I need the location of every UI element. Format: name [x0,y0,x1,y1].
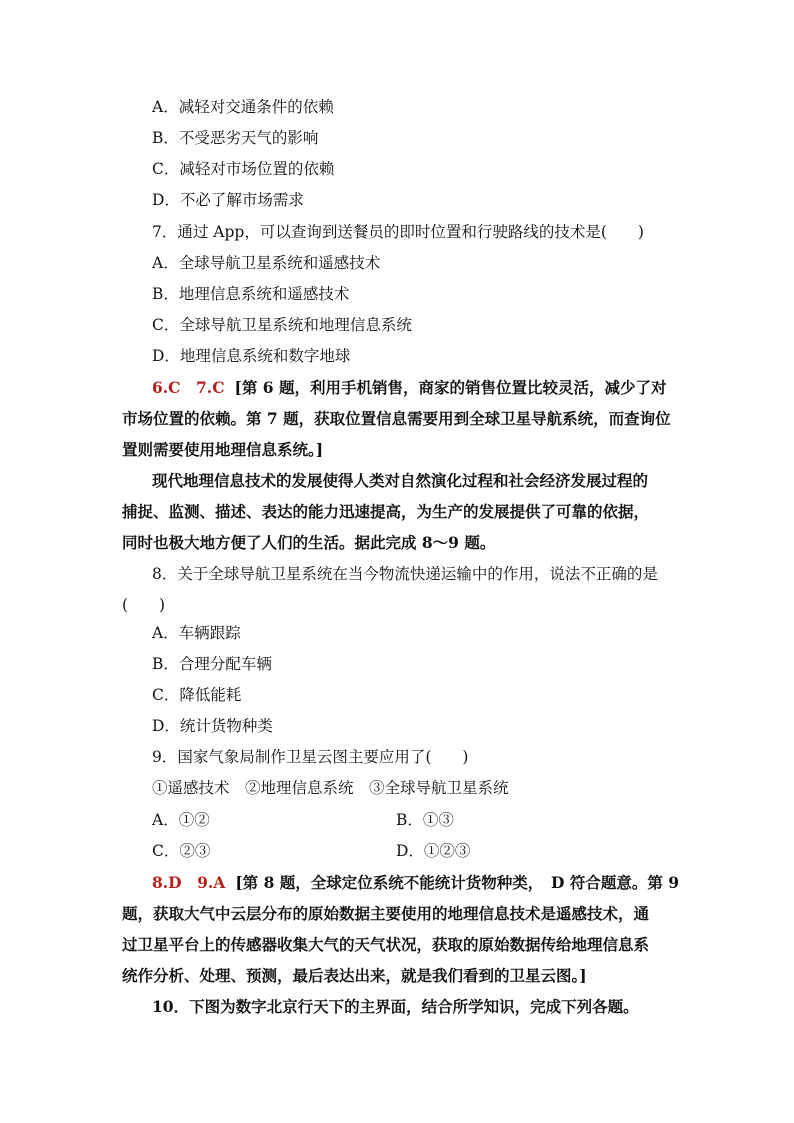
answer-6-7-text-1: [第 6 题，利用手机销售，商家的销售位置比较灵活，减少了对 [234,378,667,397]
q9-option-b: B．①③ [396,811,454,829]
q8-stem-bracket: ( ) [122,596,166,614]
q9-option-c: C．②③ [152,842,211,860]
q8-option-c: C．降低能耗 [152,686,242,704]
q7-option-c: C．全球导航卫星系统和地理信息系统 [152,316,412,334]
q9-stem: 9．国家气象局制作卫星云图主要应用了( ) [152,748,469,766]
answer-8-9-text-3: 过卫星平台上的传感器收集大气的天气状况，获取的原始数据传给地理信息系 [122,935,650,954]
intro-text-1: 现代地理信息技术的发展使得人类对自然演化过程和社会经济发展过程的 [152,471,649,490]
answer-8-9-label: 8.D 9.A [152,873,226,892]
q8-option-b: B．合理分配车辆 [152,655,272,673]
answer-6-7-label: 6.C 7.C [152,378,225,397]
q8-option-a: A．车辆跟踪 [152,624,241,642]
q6-option-a: A．减轻对交通条件的依赖 [152,98,334,116]
q8-option-d: D．统计货物种类 [152,717,273,735]
intro-text-2: 捕捉、监测、描述、表达的能力迅速提高，为生产的发展提供了可靠的依据， [122,502,650,521]
q8-stem: 8．关于全球导航卫星系统在当今物流快递运输中的作用，说法不正确的是 [152,565,658,583]
q9-option-a: A．①② [152,811,210,829]
answer-8-9-first-line [152,873,679,893]
answer-8-9-text-2: 题，获取大气中云层分布的原始数据主要使用的地理信息技术是遥感技术，通 [122,904,650,923]
q7-option-a: A．全球导航卫星系统和遥感技术 [152,254,381,272]
intro-text-3: 同时也极大地方便了人们的生活。据此完成 8～9 题。 [122,533,496,552]
answer-6-7-text-3: 置则需要使用地理信息系统。] [122,440,324,459]
q7-option-d: D．地理信息系统和数字地球 [152,347,351,365]
q9-items: ①遥感技术 ②地理信息系统 ③全球导航卫星系统 [152,779,509,797]
answer-6-7-text-2: 市场位置的依赖。第 7 题，获取位置信息需要用到全球卫星导航系统，而查询位 [122,409,671,428]
answer-8-9-text-4: 统作分析、处理、预测，最后表达出来，就是我们看到的卫星云图。] [122,966,587,985]
answer-8-9-text-1: [第 8 题，全球定位系统不能统计货物种类， D 符合题意。第 9 [235,873,680,892]
q10-stem: 10．下图为数字北京行天下的主界面，结合所学知识，完成下列各题。 [152,997,639,1016]
q6-option-d: D．不必了解市场需求 [152,191,304,209]
q9-option-d: D．①②③ [396,842,471,860]
q7-option-b: B．地理信息系统和遥感技术 [152,285,350,303]
q6-option-b: B．不受恶劣天气的影响 [152,129,319,147]
answer-6-7-first-line [152,378,666,398]
q7-stem: 7．通过 App，可以查询到送餐员的即时位置和行驶路线的技术是( ) [152,223,644,241]
q6-option-c: C．减轻对市场位置的依赖 [152,160,335,178]
